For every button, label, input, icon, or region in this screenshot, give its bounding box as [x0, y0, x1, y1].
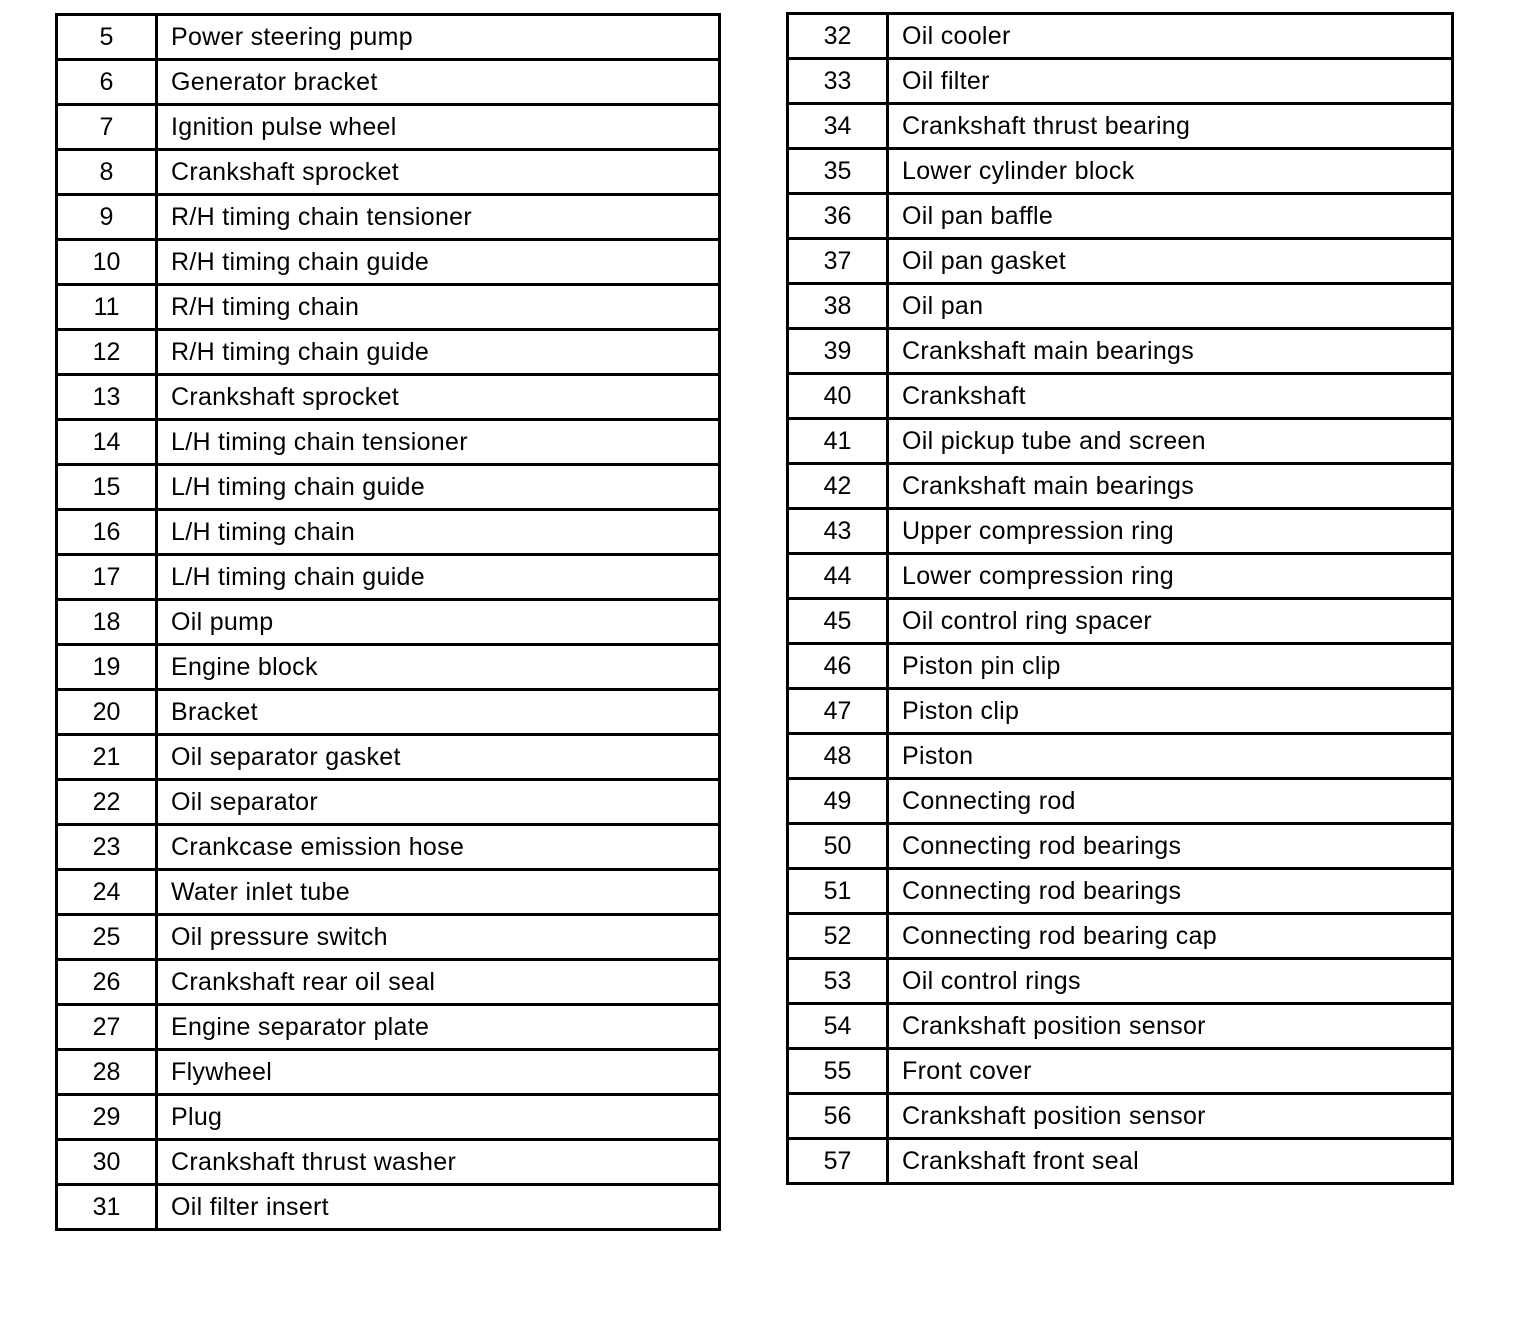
part-description-cell: Crankcase emission hose [157, 825, 720, 870]
part-number-cell: 56 [788, 1094, 888, 1139]
part-number-cell: 31 [57, 1185, 157, 1230]
part-number-cell: 37 [788, 239, 888, 284]
part-description-cell: L/H timing chain guide [157, 555, 720, 600]
part-number-cell: 21 [57, 735, 157, 780]
part-description-cell: Oil pump [157, 600, 720, 645]
table-row [57, 915, 720, 960]
part-description-cell: Oil pressure switch [157, 915, 720, 960]
part-number-cell: 43 [788, 509, 888, 554]
part-description-cell: L/H timing chain tensioner [157, 420, 720, 465]
table-row [57, 330, 720, 375]
table-row [57, 420, 720, 465]
part-description-cell: Ignition pulse wheel [157, 105, 720, 150]
part-description-cell: Oil pan [888, 284, 1453, 329]
part-description-cell: Oil filter [888, 59, 1453, 104]
part-description-cell: Flywheel [157, 1050, 720, 1095]
part-number-cell: 10 [57, 240, 157, 285]
part-number-cell: 22 [57, 780, 157, 825]
part-description-cell: Bracket [157, 690, 720, 735]
part-number-cell: 38 [788, 284, 888, 329]
table-row [788, 329, 1453, 374]
table-row [788, 599, 1453, 644]
part-description-cell: Power steering pump [157, 15, 720, 60]
parts-table-right-body [788, 14, 1453, 1184]
part-description-cell: Crankshaft position sensor [888, 1004, 1453, 1049]
table-row [788, 1139, 1453, 1184]
table-row [788, 689, 1453, 734]
part-description-cell: Oil cooler [888, 14, 1453, 59]
table-row [57, 780, 720, 825]
part-description-cell: Oil separator [157, 780, 720, 825]
part-description-cell: Oil pan gasket [888, 239, 1453, 284]
part-description-cell: Connecting rod [888, 779, 1453, 824]
table-row [57, 195, 720, 240]
table-row [788, 59, 1453, 104]
part-number-cell: 17 [57, 555, 157, 600]
part-description-cell: Connecting rod bearings [888, 824, 1453, 869]
parts-table-left [55, 13, 721, 1231]
part-description-cell: Crankshaft position sensor [888, 1094, 1453, 1139]
part-description-cell: Crankshaft front seal [888, 1139, 1453, 1184]
part-description-cell: Crankshaft sprocket [157, 150, 720, 195]
part-number-cell: 36 [788, 194, 888, 239]
table-row [57, 870, 720, 915]
table-row [788, 104, 1453, 149]
part-number-cell: 51 [788, 869, 888, 914]
part-description-cell: Crankshaft sprocket [157, 375, 720, 420]
part-number-cell: 6 [57, 60, 157, 105]
part-number-cell: 29 [57, 1095, 157, 1140]
table-row [57, 825, 720, 870]
part-number-cell: 54 [788, 1004, 888, 1049]
part-number-cell: 19 [57, 645, 157, 690]
table-row [57, 105, 720, 150]
table-row [788, 149, 1453, 194]
part-number-cell: 12 [57, 330, 157, 375]
part-number-cell: 16 [57, 510, 157, 555]
part-number-cell: 8 [57, 150, 157, 195]
part-description-cell: Oil control rings [888, 959, 1453, 1004]
part-number-cell: 42 [788, 464, 888, 509]
part-description-cell: Crankshaft thrust bearing [888, 104, 1453, 149]
table-row [57, 1050, 720, 1095]
part-number-cell: 55 [788, 1049, 888, 1094]
part-number-cell: 23 [57, 825, 157, 870]
part-description-cell: R/H timing chain tensioner [157, 195, 720, 240]
part-description-cell: Connecting rod bearing cap [888, 914, 1453, 959]
table-row [788, 1049, 1453, 1094]
part-description-cell: Water inlet tube [157, 870, 720, 915]
part-description-cell: R/H timing chain guide [157, 240, 720, 285]
table-row [57, 1095, 720, 1140]
table-row [788, 1004, 1453, 1049]
table-row [57, 150, 720, 195]
table-row [57, 465, 720, 510]
part-description-cell: L/H timing chain [157, 510, 720, 555]
part-description-cell: Piston [888, 734, 1453, 779]
part-description-cell: Engine separator plate [157, 1005, 720, 1050]
table-row [788, 734, 1453, 779]
table-row [788, 284, 1453, 329]
part-number-cell: 25 [57, 915, 157, 960]
part-description-cell: R/H timing chain guide [157, 330, 720, 375]
part-number-cell: 46 [788, 644, 888, 689]
table-row [57, 690, 720, 735]
part-description-cell: Oil separator gasket [157, 735, 720, 780]
table-row [57, 1005, 720, 1050]
parts-table-left-body [57, 15, 720, 1230]
table-row [57, 510, 720, 555]
part-number-cell: 50 [788, 824, 888, 869]
table-row [57, 1185, 720, 1230]
part-description-cell: Piston clip [888, 689, 1453, 734]
table-row [788, 959, 1453, 1004]
table-row [788, 419, 1453, 464]
table-row [788, 509, 1453, 554]
part-number-cell: 33 [788, 59, 888, 104]
part-number-cell: 35 [788, 149, 888, 194]
parts-table-right [786, 12, 1454, 1185]
part-number-cell: 39 [788, 329, 888, 374]
part-description-cell: Generator bracket [157, 60, 720, 105]
part-description-cell: Piston pin clip [888, 644, 1453, 689]
table-row [788, 464, 1453, 509]
table-row [788, 14, 1453, 59]
part-number-cell: 30 [57, 1140, 157, 1185]
part-number-cell: 11 [57, 285, 157, 330]
table-row [57, 60, 720, 105]
table-row [57, 600, 720, 645]
table-row [57, 1140, 720, 1185]
part-number-cell: 47 [788, 689, 888, 734]
part-description-cell: Connecting rod bearings [888, 869, 1453, 914]
part-description-cell: Crankshaft main bearings [888, 464, 1453, 509]
part-description-cell: Lower compression ring [888, 554, 1453, 599]
part-description-cell: R/H timing chain [157, 285, 720, 330]
part-number-cell: 20 [57, 690, 157, 735]
part-description-cell: Lower cylinder block [888, 149, 1453, 194]
part-number-cell: 52 [788, 914, 888, 959]
part-description-cell: Oil filter insert [157, 1185, 720, 1230]
part-number-cell: 45 [788, 599, 888, 644]
part-number-cell: 49 [788, 779, 888, 824]
part-number-cell: 9 [57, 195, 157, 240]
table-row [788, 824, 1453, 869]
part-number-cell: 5 [57, 15, 157, 60]
part-description-cell: Plug [157, 1095, 720, 1140]
part-description-cell: L/H timing chain guide [157, 465, 720, 510]
table-row [788, 914, 1453, 959]
table-row [57, 555, 720, 600]
table-row [57, 735, 720, 780]
part-description-cell: Crankshaft [888, 374, 1453, 419]
table-row [57, 240, 720, 285]
part-description-cell: Oil pan baffle [888, 194, 1453, 239]
table-row [57, 960, 720, 1005]
part-number-cell: 13 [57, 375, 157, 420]
part-number-cell: 53 [788, 959, 888, 1004]
part-number-cell: 18 [57, 600, 157, 645]
part-description-cell: Crankshaft main bearings [888, 329, 1453, 374]
table-row [57, 285, 720, 330]
part-number-cell: 27 [57, 1005, 157, 1050]
part-description-cell: Oil pickup tube and screen [888, 419, 1453, 464]
part-number-cell: 32 [788, 14, 888, 59]
part-description-cell: Oil control ring spacer [888, 599, 1453, 644]
part-number-cell: 40 [788, 374, 888, 419]
part-number-cell: 41 [788, 419, 888, 464]
part-description-cell: Upper compression ring [888, 509, 1453, 554]
part-number-cell: 26 [57, 960, 157, 1005]
part-number-cell: 7 [57, 105, 157, 150]
table-row [788, 194, 1453, 239]
part-description-cell: Crankshaft thrust washer [157, 1140, 720, 1185]
table-row [788, 374, 1453, 419]
table-row [788, 779, 1453, 824]
part-number-cell: 34 [788, 104, 888, 149]
part-number-cell: 48 [788, 734, 888, 779]
table-row [57, 15, 720, 60]
table-row [788, 644, 1453, 689]
part-number-cell: 15 [57, 465, 157, 510]
part-number-cell: 44 [788, 554, 888, 599]
part-description-cell: Crankshaft rear oil seal [157, 960, 720, 1005]
part-description-cell: Engine block [157, 645, 720, 690]
part-number-cell: 28 [57, 1050, 157, 1095]
table-row [788, 239, 1453, 284]
part-number-cell: 24 [57, 870, 157, 915]
part-number-cell: 57 [788, 1139, 888, 1184]
table-row [788, 1094, 1453, 1139]
table-row [57, 645, 720, 690]
part-number-cell: 14 [57, 420, 157, 465]
table-row [57, 375, 720, 420]
table-row [788, 554, 1453, 599]
part-description-cell: Front cover [888, 1049, 1453, 1094]
table-row [788, 869, 1453, 914]
